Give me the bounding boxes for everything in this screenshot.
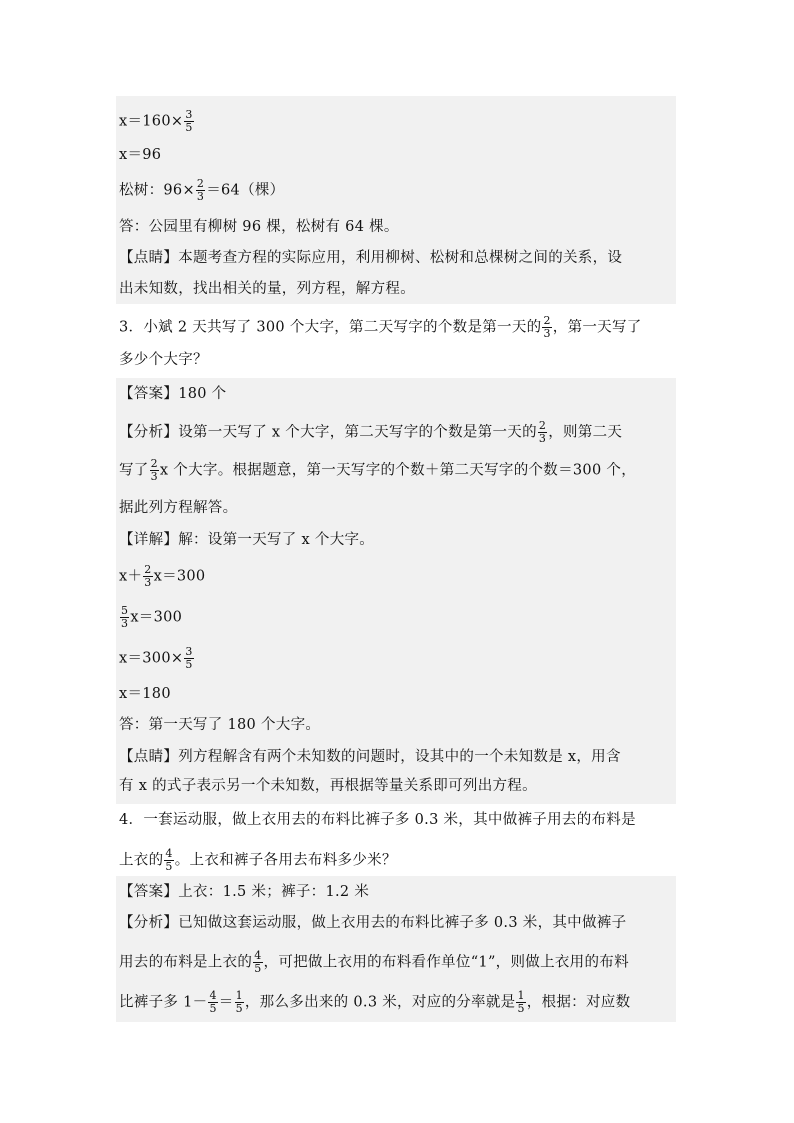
equation-line: x＝96: [119, 147, 162, 163]
fraction: [150, 458, 159, 483]
fraction: [184, 646, 193, 671]
comment-line: 有 x 的式子表示另一个未知数，再根据等量关系即可列出方程。: [119, 778, 537, 794]
text-segment: 用去的布料是上衣的: [119, 954, 253, 971]
comment-line: 【点睛】本题考查方程的实际应用，利用柳树、松树和总棵树之间的关系，设: [119, 250, 623, 266]
text-segment: x＝300: [153, 568, 206, 585]
equation-line: [119, 178, 284, 203]
fraction-numerator: 2: [196, 177, 205, 190]
fraction: [164, 848, 173, 873]
text-segment: ，则第二天: [548, 424, 623, 441]
fraction-numerator: 3: [185, 645, 193, 658]
fraction: [253, 950, 262, 975]
question-4-line: 4．一套运动服，做上衣用去的布料比裤子多 0.3 米，其中做裤子用去的布料是: [119, 812, 636, 828]
text-segment: ，第一天写了: [552, 319, 642, 336]
text-segment: 上衣的: [119, 852, 164, 869]
text-segment: x＝300×: [119, 650, 184, 667]
analysis-line: 【分析】已知做这套运动服，做上衣用去的布料比裤子多 0.3 米，其中做裤子: [119, 915, 627, 931]
fraction-denominator: 3: [150, 470, 158, 483]
fraction-denominator: 5: [185, 658, 193, 671]
question-3-line: 多少个大字？: [119, 352, 208, 368]
text-segment: 比裤子多 1－: [119, 994, 208, 1011]
equation-line: [119, 605, 182, 630]
analysis-line: [119, 990, 630, 1015]
fraction-numerator: 2: [150, 457, 158, 470]
fraction-numerator: 4: [254, 949, 262, 962]
question-4-line: [119, 848, 397, 873]
text-segment: x＝160×: [119, 113, 184, 130]
analysis-line: [119, 420, 622, 445]
analysis-line: 据此列方程解答。: [119, 500, 238, 516]
fraction-denominator: 5: [185, 121, 193, 134]
text-segment: 松树：96×: [119, 182, 195, 199]
fraction: [542, 315, 551, 340]
fraction: [184, 109, 193, 134]
fraction-denominator: 3: [144, 576, 152, 589]
answer-line: 【答案】上衣：1.5 米；裤子：1.2 米: [119, 884, 370, 900]
text-segment: ，那么多出来的 0.3 米，对应的分率就是: [244, 994, 516, 1011]
fraction: [143, 564, 152, 589]
fraction: [208, 990, 217, 1015]
fraction-denominator: 5: [209, 1002, 217, 1015]
answer-line: 答：公园里有柳树 96 棵，松树有 64 棵。: [119, 219, 399, 235]
fraction-denominator: 5: [517, 1002, 525, 1015]
analysis-line: [119, 950, 629, 975]
fraction-denominator: 3: [543, 327, 551, 340]
text-segment: 。上衣和裤子各用去布料多少米？: [174, 852, 397, 869]
fraction: [120, 605, 129, 630]
fraction: [196, 178, 205, 203]
fraction-numerator: 4: [209, 989, 217, 1002]
fraction-denominator: 5: [165, 860, 173, 873]
text-segment: ＝: [218, 994, 234, 1011]
equation-line: [119, 564, 205, 589]
fraction-numerator: 3: [185, 108, 193, 121]
answer-line: 答：第一天写了 180 个大字。: [119, 717, 321, 733]
fraction: [235, 990, 244, 1015]
text-segment: 3．小斌 2 天共写了 300 个大字，第二天写字的个数是第一天的: [119, 319, 542, 336]
equation-line: x＝180: [119, 686, 171, 702]
fraction-denominator: 3: [196, 190, 205, 203]
comment-line: 出未知数，找出相关的量，列方程，解方程。: [119, 281, 415, 297]
text-segment: ，可把做上衣用的布料看作单位“1”，则做上衣用的布料: [263, 954, 629, 971]
fraction-numerator: 1: [517, 989, 525, 1002]
answer-line: 【答案】180 个: [119, 386, 227, 402]
fraction-numerator: 1: [235, 989, 243, 1002]
fraction-denominator: 3: [538, 432, 547, 445]
fraction-numerator: 2: [144, 563, 152, 576]
fraction-denominator: 5: [254, 962, 262, 975]
question-3-line: [119, 315, 642, 340]
text-segment: x＋: [119, 568, 143, 585]
comment-line: 【点睛】列方程解含有两个未知数的问题时，设其中的一个未知数是 x，用含: [119, 749, 621, 765]
text-segment: x＝300: [130, 609, 183, 626]
text-segment: 【分析】设第一天写了 x 个大字，第二天写字的个数是第一天的: [119, 424, 537, 441]
fraction-numerator: 2: [538, 419, 547, 432]
text-segment: ，根据：对应数: [526, 994, 631, 1011]
fraction-denominator: 5: [235, 1002, 243, 1015]
analysis-line: [119, 458, 636, 483]
fraction-denominator: 3: [121, 617, 129, 630]
text-segment: ＝64（棵）: [206, 182, 285, 199]
text-segment: 写了: [119, 462, 149, 479]
fraction-numerator: 5: [121, 604, 129, 617]
text-segment: x 个大字。根据题意，第一天写字的个数＋第二天写字的个数＝300 个，: [159, 462, 636, 479]
fraction: [516, 990, 525, 1015]
equation-line: [119, 109, 195, 134]
detail-line: 【详解】解：设第一天写了 x 个大字。: [119, 532, 375, 548]
fraction-numerator: 4: [165, 847, 173, 860]
equation-line: [119, 646, 195, 671]
fraction: [538, 420, 547, 445]
fraction-numerator: 2: [543, 314, 551, 327]
